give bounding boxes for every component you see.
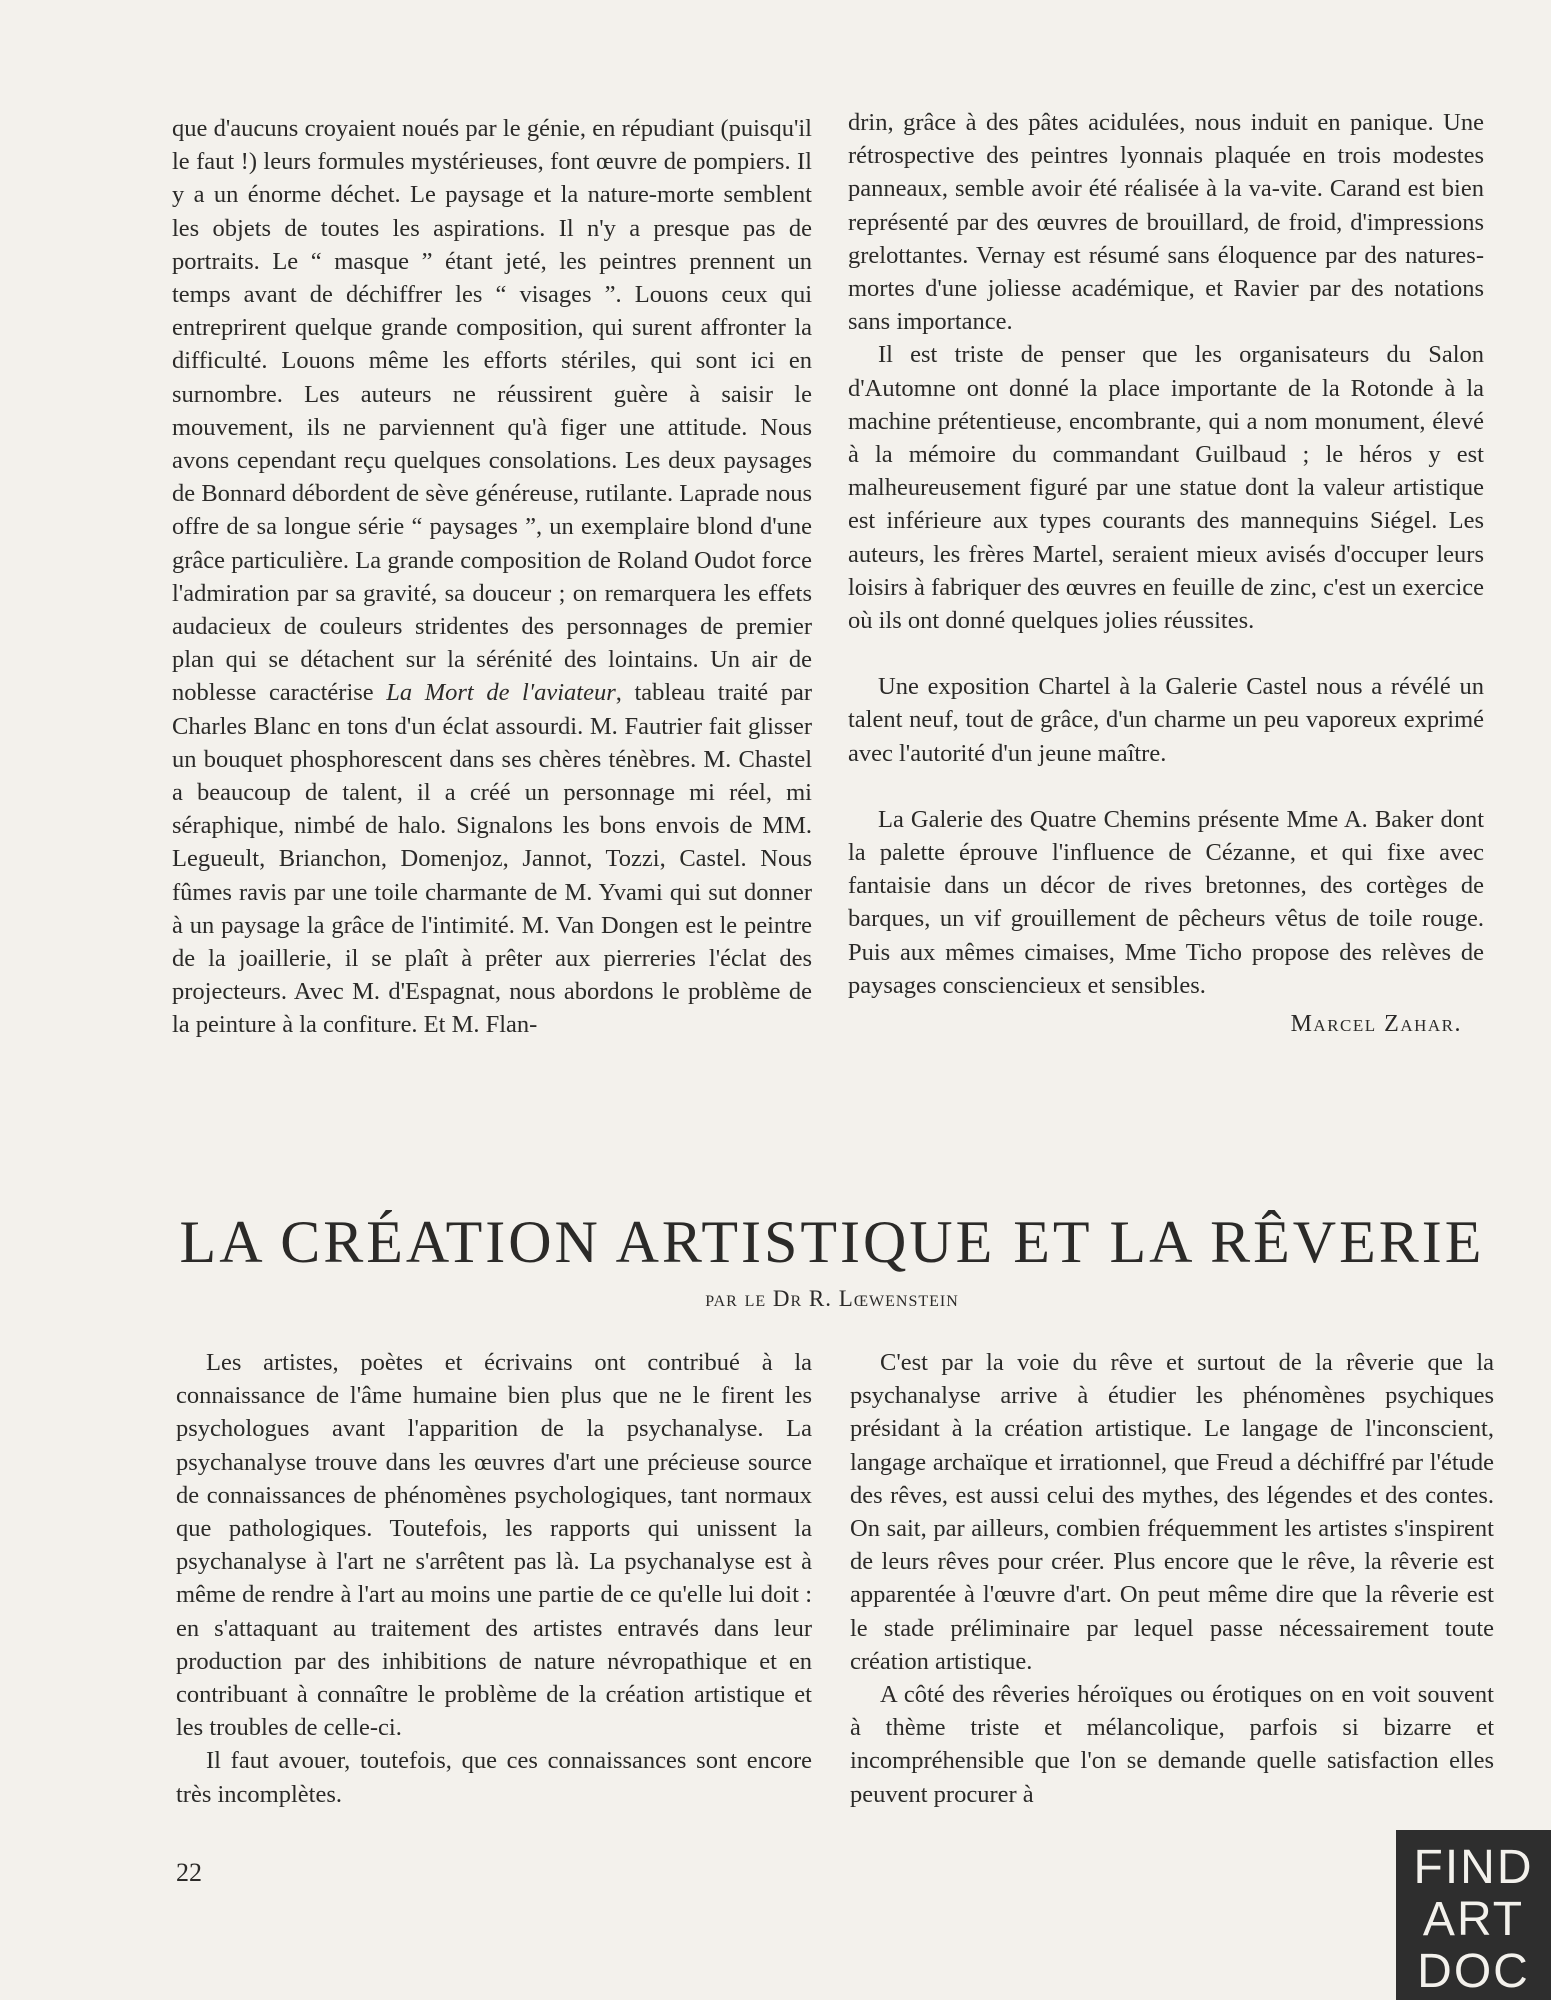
logo-line: FIND xyxy=(1413,1841,1534,1894)
logo-line: ART xyxy=(1422,1893,1525,1946)
text-run: que d'aucuns croyaient noués par le génie, en répudiant (puisqu'il le faut !) leurs formules mystérieuses, font œuvre de pompiers. Il y a un énorme déchet. Le paysage et la nature-morte semblent les objets de toutes les aspirations. Il n'y a presque pas de portraits. Le “ masque ” étant jeté, les peintres prennent un temps avant de déchiffrer les “ visages ”. Louons ceux qui entreprirent quelque grande composition, qui surent affronter la difficulté. Louons même les efforts stériles, qui sont ici en surnombre. Les auteurs ne réussirent guère à saisir le mouvement, ils ne parviennent qu'à figer une attitude. Nous avons cependant reçu quelques consolations. Les deux paysages de Bonnard débordent de sève généreuse, rutilante. Laprade nous offre de sa longue série “ paysages ”, un exemplaire blond d'une grâce particulière. La grande composition de Roland Oudot force l'admiration par sa gravité, sa douceur ; on remarquera les effets audacieux de couleurs stridentes des personnages de premier plan qui se détachent sur la sérénité des lointains. Un air de noblesse caractérise xyxy=(172,115,812,707)
upper-right-column xyxy=(848,106,1484,1041)
lower-left-column xyxy=(176,1346,812,1811)
paragraph: La Galerie des Quatre Chemins présente Mme A. Baker dont la palette éprouve l'influence de Cézanne, et qui fixe avec fantaisie dans un décor de rives bretonnes, des cortèges de barques, un vif grouillement de pêcheurs vêtus de toile rouge. Puis aux mêmes cimaises, Mme Ticho propose des relèves de paysages consciencieux et sensibles. xyxy=(848,805,1484,999)
paragraph xyxy=(172,112,812,1042)
paragraph: Une exposition Chartel à la Galerie Castel nous a révélé un talent neuf, tout de grâce, d'un charme un peu vaporeux exprimé avec l'autorité d'un jeune maître. xyxy=(848,673,1484,767)
logo-line: DOC xyxy=(1417,1945,1530,1998)
artwork-title: La Mort de l'aviateur xyxy=(386,679,616,707)
paragraph: C'est par la voie du rêve et surtout de la rêverie que la psychanalyse arrive à étudier les phénomènes psychiques présidant à la création artistique. Le langage de l'inconscient, langage archaïque et irrationnel, que Freud a déchiffré par l'étude des rêves, est aussi celui des mythes, des légendes et des contes. On sait, par ailleurs, combien fréquemment les artistes s'inspirent de leurs rêves pour créer. Plus encore que le rêve, la rêverie est apparentée à l'œuvre d'art. On peut même dire que la rêverie est le stade préliminaire par lequel passe nécessairement toute création artistique. xyxy=(850,1349,1494,1675)
article-title: LA CRÉATION ARTISTIQUE ET LA RÊVERIE xyxy=(179,1209,1485,1275)
upper-left-column xyxy=(172,112,812,1042)
article-byline: par le Dr R. Lœwenstein xyxy=(705,1286,959,1311)
page-number: 22 xyxy=(176,1858,202,1887)
paragraph: Il est triste de penser que les organisateurs du Salon d'Automne ont donné la place importante de la Rotonde à la machine prétentieuse, encombrante, qui a nom monument, élevé à la mémoire du commandant Guilbaud ; le héros y est malheureusement figuré par une statue dont la valeur artistique est inférieure aux types courants des mannequins Siégel. Les auteurs, les frères Martel, seraient mieux avisés d'occuper leurs loisirs à fabriquer des œuvres en feuille de zinc, c'est un exercice où ils ont donné quelques jolies réussites. xyxy=(848,341,1484,635)
paragraph: drin, grâce à des pâtes acidulées, nous induit en panique. Une rétrospective des peintres lyonnais plaquée en trois modestes panneaux, semble avoir été réalisée à la va-vite. Carand est bien représenté par des œuvres de brouillard, de froid, d'impressions grelottantes. Vernay est résumé sans éloquence par des natures-mortes d'une joliesse académique, et Ravier par des notations sans importance. xyxy=(848,109,1484,336)
findartdoc-logo xyxy=(1396,1830,1551,2000)
author-signature: Marcel Zahar. xyxy=(1290,1011,1462,1038)
paragraph: A côté des rêveries héroïques ou érotiques on en voit souvent à thème triste et mélancolique, parfois si bizarre et incompréhensible que l'on se demande quelle satisfaction elles peuvent procurer à xyxy=(850,1681,1494,1808)
lower-right-column xyxy=(850,1346,1494,1811)
paragraph: Il faut avouer, toutefois, que ces connaissances sont encore très incomplètes. xyxy=(176,1747,812,1808)
text-run: , tableau traité par Charles Blanc en tons d'un éclat assourdi. M. Fautrier fait glisser un bouquet phosphorescent dans ses chères ténèbres. M. Chastel a beaucoup de talent, il a créé un personnage mi réel, mi séraphique, nimbé de halo. Signalons les bons envois de MM. Legueult, Brianchon, Domenjoz, Jannot, Tozzi, Castel. Nous fûmes ravis par une toile charmante de M. Yvami qui sut donner à un paysage la grâce de l'intimité. M. Van Dongen est le peintre de la joaillerie, il se plaît à prêter aux pierreries l'éclat des projecteurs. Avec M. d'Espagnat, nous abordons le problème de la peinture à la confiture. Et M. Flan- xyxy=(172,679,812,1039)
paragraph: Les artistes, poètes et écrivains ont contribué à la connaissance de l'âme humaine bien plus que ne le firent les psychologues avant l'apparition de la psychanalyse. La psychanalyse trouve dans les œuvres d'art une précieuse source de connaissances de phénomènes psychologiques, tant normaux que pathologiques. Toutefois, les rapports qui unissent la psychanalyse à l'art ne s'arrêtent pas là. La psychanalyse est à même de rendre à l'art au moins une partie de ce qu'elle lui doit : en s'attaquant au traitement des artistes entravés dans leur production par des inhibitions de nature névropathique et en contribuant à connaître le problème de la création artistique et les troubles de celle-ci. xyxy=(176,1349,812,1742)
